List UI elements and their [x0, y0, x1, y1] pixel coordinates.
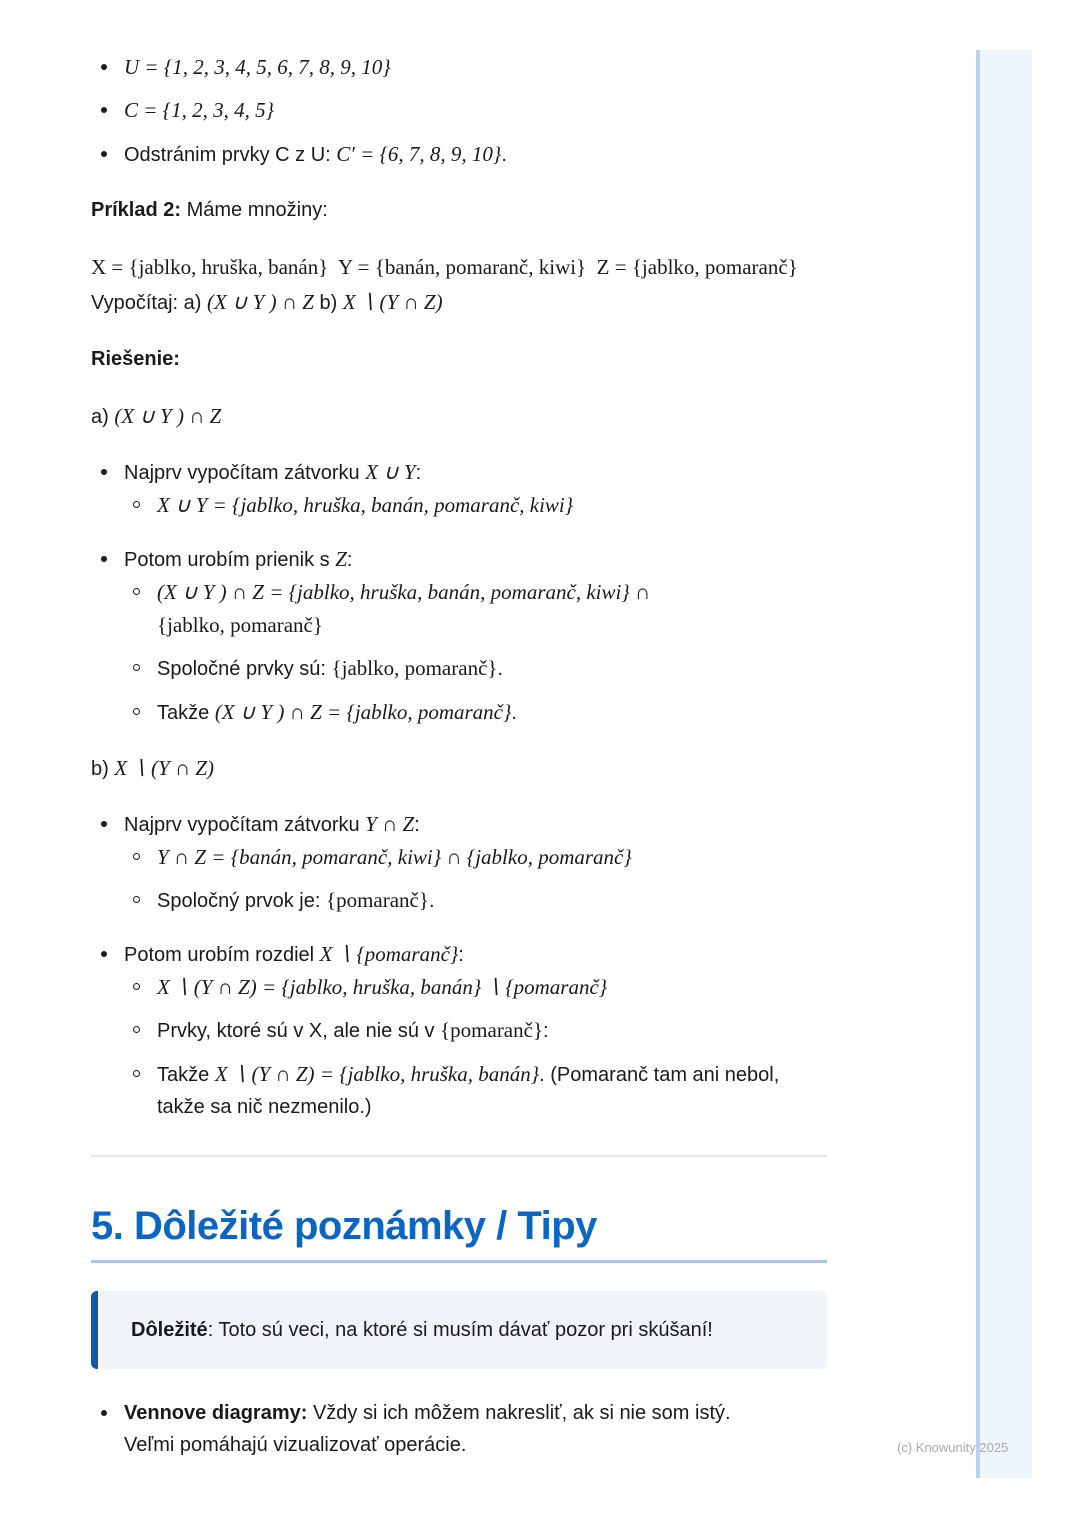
- callout-accent-bar: [91, 1291, 98, 1369]
- step-text: Takže: [157, 1064, 215, 1086]
- math-expression: X = {jablko, hruška, banán} Y = {banán, pomaranč, kiwi} Z = {jablko, pomaranč}: [91, 255, 798, 279]
- math-expression: X ∪ Y: [365, 460, 416, 484]
- task-prefix: Vypočítaj: a): [91, 292, 207, 314]
- math-expression: {jablko, pomaranč}: [331, 656, 498, 680]
- example-label: Príklad 2:: [91, 199, 182, 221]
- punctuation: .: [511, 702, 517, 724]
- task-mid: b): [313, 292, 343, 314]
- list-item-text: Odstránim prvky C z U:: [124, 144, 337, 166]
- callout-label: Dôležité: [131, 1319, 208, 1341]
- example-heading: [91, 194, 328, 226]
- section-heading: 5. Dôležité poznámky / Tipy: [91, 1204, 597, 1248]
- math-expression: Z: [335, 547, 347, 571]
- math-expression: X ∖ (Y ∩ Z) = {jablko, hruška, banán} ∖ {pomaranč}: [157, 975, 608, 999]
- math-expression: (X ∪ Y ) ∩ Z = {jablko, hruška, banán, pomaranč, kiwi} ∩: [157, 580, 651, 604]
- part-b-heading: [91, 752, 214, 785]
- math-expression: (X ∪ Y ) ∩ Z: [206, 290, 314, 314]
- sub-list-item: [91, 841, 632, 874]
- punctuation: :: [458, 944, 464, 966]
- callout-body: : Toto sú veci, na ktoré si musím dávať pozor pri skúšaní!: [207, 1319, 713, 1341]
- sub-list-item: [91, 576, 650, 642]
- math-expression: X ∖ (Y ∩ Z): [114, 756, 215, 780]
- math-expression: U = {1, 2, 3, 4, 5, 6, 7, 8, 9, 10}: [124, 55, 391, 79]
- list-item: [91, 808, 420, 841]
- step-text: Prvky, ktoré sú v X, ale nie sú v: [157, 1020, 441, 1042]
- list-item: [91, 543, 352, 576]
- sub-list-item: [91, 884, 435, 917]
- step-text: Potom urobím prienik s: [124, 549, 336, 571]
- punctuation: :: [543, 1020, 549, 1042]
- list-item: [91, 138, 507, 171]
- math-expression: {pomaranč}: [325, 888, 429, 912]
- punctuation: .: [428, 890, 435, 912]
- sub-list-item: [91, 489, 573, 522]
- math-expression: C = {1, 2, 3, 4, 5}: [124, 98, 274, 122]
- step-text: Najprv vypočítam zátvorku: [124, 814, 366, 836]
- math-expression: Y ∩ Z = {banán, pomaranč, kiwi} ∩ {jablko, pomaranč}: [157, 845, 632, 869]
- list-item: [91, 456, 421, 489]
- math-expression: {jablko, pomaranč}: [157, 613, 323, 637]
- step-text: takže sa nič nezmenilo.): [157, 1096, 372, 1118]
- divider: [91, 1155, 827, 1157]
- step-text: Najprv vypočítam zátvorku: [124, 462, 366, 484]
- important-callout: [91, 1291, 827, 1369]
- step-text: Spoločný prvok je:: [157, 890, 326, 912]
- step-text: Takže: [157, 702, 215, 724]
- math-expression: X ∖ (Y ∩ Z) = {jablko, hruška, banán}: [214, 1062, 540, 1086]
- list-item: [91, 51, 391, 84]
- callout-text: [131, 1314, 713, 1346]
- part-prefix: a): [91, 406, 115, 428]
- math-expression: X ∖ {pomaranč}: [319, 942, 459, 966]
- punctuation: :: [346, 549, 353, 571]
- heading-underline: [91, 1260, 827, 1263]
- math-expression: X ∪ Y = {jablko, hruška, banán, pomaranč, kiwi}: [157, 493, 574, 517]
- part-a-heading: [91, 400, 221, 433]
- solution-label: Riešenie:: [91, 348, 180, 370]
- part-prefix: b): [91, 758, 115, 780]
- tip-label: Vennove diagramy:: [124, 1402, 308, 1424]
- sub-list-item: [91, 696, 517, 729]
- example-text: Máme množiny:: [181, 199, 328, 221]
- math-expression: {pomaranč}: [440, 1018, 544, 1042]
- math-expression: Y ∩ Z: [365, 812, 415, 836]
- copyright-footer: (c) Knowunity 2025: [897, 1440, 1009, 1455]
- compute-task: [91, 286, 443, 319]
- tip-text: Veľmi pomáhajú vizualizovať operácie.: [124, 1434, 467, 1456]
- punctuation: .: [501, 144, 507, 166]
- side-panel: [976, 50, 1032, 1478]
- punctuation: :: [415, 462, 422, 484]
- sub-list-item: [91, 971, 607, 1004]
- sets-definition: [91, 251, 798, 284]
- math-expression: X ∖ (Y ∩ Z): [342, 290, 443, 314]
- sub-list-item: [91, 652, 503, 685]
- math-expression: C′ = {6, 7, 8, 9, 10}: [336, 142, 502, 166]
- step-text: Potom urobím rozdiel: [124, 944, 320, 966]
- list-item: [91, 938, 464, 971]
- punctuation: :: [414, 814, 420, 836]
- math-expression: (X ∪ Y ) ∩ Z: [114, 404, 222, 428]
- step-text: Spoločné prvky sú:: [157, 658, 332, 680]
- punctuation: .: [497, 658, 504, 680]
- list-item: [91, 1397, 731, 1461]
- sub-list-item: [91, 1058, 779, 1123]
- step-text: . (Pomaranč tam ani nebol,: [539, 1064, 780, 1086]
- sub-list-item: [91, 1014, 549, 1047]
- tip-text: Vždy si ich môžem nakresliť, ak si nie som istý.: [307, 1402, 731, 1424]
- math-expression: (X ∪ Y ) ∩ Z = {jablko, pomaranč}: [214, 700, 512, 724]
- list-item: [91, 94, 274, 127]
